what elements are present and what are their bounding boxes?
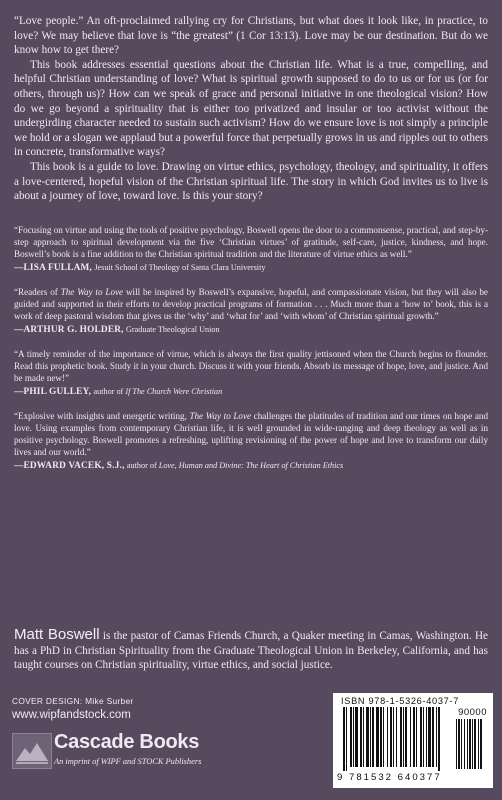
barcode-bar xyxy=(343,707,345,771)
quote-text: will be inspired by Boswell’s expansive, hopeful, and compassionate vision, but they will also be guided and supported in their efforts to develop practical programs of formation . . . Much more than a ‘how to’ book, this is a work of deep pastoral wisdom that gives us the ‘why’ and ‘what for’ and ‘with whom’ of Christian spiritual growth.” xyxy=(14,286,488,321)
barcode-bar xyxy=(355,707,358,767)
barcode-addon-bar xyxy=(474,719,476,769)
endorsement-quote xyxy=(14,286,488,322)
endorser-name: —PHIL GULLEY, xyxy=(14,386,92,397)
barcode-bar xyxy=(360,707,362,767)
endorser-name: —EDWARD VACEK, S.J., xyxy=(14,460,125,471)
barcode-bar xyxy=(353,707,354,767)
publisher-imprint: An imprint of WIPF and STOCK Publishers xyxy=(54,757,202,766)
barcode-bar xyxy=(350,707,352,767)
barcode-bar xyxy=(346,707,347,771)
barcode-bar xyxy=(426,707,427,767)
back-cover xyxy=(14,14,488,484)
endorsement-attribution xyxy=(14,263,488,273)
quote-text: “Readers of xyxy=(14,286,61,297)
endorsement-fullam xyxy=(14,224,488,273)
barcode-addon-bar xyxy=(456,719,457,769)
barcode-bar xyxy=(410,707,411,767)
book-title-italic: The Way to Love xyxy=(60,286,124,297)
endorsement-gulley xyxy=(14,348,488,397)
endorsements xyxy=(14,224,488,471)
endorser-affiliation xyxy=(94,387,223,396)
endorser-affiliation: Jesuit School of Theology of Santa Clara University xyxy=(94,262,266,272)
isbn-barcode xyxy=(333,693,493,788)
barcode-bar xyxy=(428,707,431,767)
endorsement-attribution xyxy=(14,461,488,471)
endorsement-quote: “A timely reminder of the importance of virtue, which is always the first quality jettisoned when the Church begins to flounder. Read this prophetic book. Study it in your church. Discuss it with your friends. Absorb its message of hope, love, and justice. And be made new!” xyxy=(14,348,488,383)
mountain-logo-icon xyxy=(12,733,52,769)
author-name: Matt Boswell xyxy=(14,626,100,643)
barcode-addon-bar xyxy=(467,719,468,769)
author-bio-text: is the pastor of Camas Friends Church, a Quaker meeting in Camas, Washington. He has a PhD in Christian Spirituality from the Graduate Theological Union in Berkeley, California, and has taught courses on Christian spirituality, virtue ethics, and social justice. xyxy=(14,630,489,672)
barcode-addon-bar xyxy=(464,719,465,769)
barcode-bar xyxy=(420,707,422,767)
book-title-italic: If The Church Were Christian xyxy=(125,386,223,396)
cover-design-credit: COVER DESIGN: Mike Surber xyxy=(12,696,134,706)
endorser-affiliation xyxy=(127,461,343,470)
barcode-addon-bar xyxy=(480,719,482,769)
quote-text: “Explosive with insights and energetic writing, xyxy=(14,410,190,421)
barcode-addon-bar xyxy=(461,719,462,769)
barcode-bar xyxy=(436,707,437,767)
quote-text: challenges the platitudes of tradition and our times on hope and love. Using examples from contemporary Christian life, it is well grounded in wide-ranging and deep theology as well as in positive psychology. Boswell promotes a refreshing, uplifting revisioning of the power of hope and love to transform our daily lives and our world.” xyxy=(14,410,488,457)
isbn-number: ISBN 978-1-5326-4037-7 xyxy=(341,696,460,706)
description-paragraph-1: “Love people.” An oft-proclaimed rallying cry for Christians, but what does it look like, in practice, to love? We may believe that love is “the greatest” (1 Cor 13:13). Love may be our destination. But do we know how to get there? xyxy=(14,15,488,57)
endorser-name: —LISA FULLAM, xyxy=(14,262,93,273)
barcode-bar xyxy=(432,707,434,767)
endorser-name: —ARTHUR G. HOLDER, xyxy=(14,324,124,335)
barcode-bar xyxy=(438,707,440,771)
barcode-bar xyxy=(380,707,382,767)
barcode-addon-bar xyxy=(469,719,471,769)
barcode-bar xyxy=(400,707,402,767)
endorsement-attribution xyxy=(14,325,488,335)
barcode-bar xyxy=(423,707,424,767)
barcode-addon-bar xyxy=(478,719,479,769)
endorser-affiliation: Graduate Theological Union xyxy=(126,324,220,334)
barcode-bar xyxy=(387,707,388,767)
price-code: 90000 xyxy=(458,707,487,718)
endorsement-attribution xyxy=(14,387,488,397)
barcode-bar xyxy=(390,707,392,767)
barcode-bar xyxy=(416,707,417,767)
barcode-bar xyxy=(383,707,384,767)
affiliation-text: author of xyxy=(126,460,159,470)
ean-digits: 9 781532 640377 xyxy=(337,772,442,783)
affiliation-text: author of xyxy=(93,386,126,396)
barcode-bar xyxy=(376,707,379,767)
endorsement-quote xyxy=(14,410,488,458)
description-paragraph-3: This book is a guide to love. Drawing on virtue ethics, psychology, theology, and spirituality, it offers a love-centered, hopeful vision of the Christian spiritual life. The story in which God invites us to live is about a journey of love, toward love. Is this your story? xyxy=(14,160,488,203)
endorsement-quote: “Focusing on virtue and using the tools of positive psychology, Boswell opens the door to a commonsense, practical, and step-by-step approach to spiritual development via the five ‘Christian virtues’ of gratitude, self-care, justice, kindness, and hope. Boswell’s book is a fine addition to the Christian spiritual tradition and the literature of virtue ethics as well.” xyxy=(14,224,488,259)
barcode-bar xyxy=(393,707,394,767)
barcode-bar xyxy=(363,707,364,767)
author-bio xyxy=(14,628,488,673)
barcode-bar xyxy=(413,707,415,767)
book-title-italic: The Way to Love xyxy=(189,410,252,421)
barcode-bar xyxy=(372,707,374,767)
barcode-addon-bar xyxy=(458,719,460,769)
barcode-bar xyxy=(370,707,371,767)
barcode-bar xyxy=(403,707,404,767)
description-paragraph-2: This book addresses essential questions about the Christian life. What is a true, compelling, and helpful Christian understanding of love? What is spiritual growth supposed to do to us or for us (or for others, through us)? How can we speak of grace and personal initiative in one theological vision? How do we go beyond a spirituality that is either too privatized and insular or too activist without the undergirding character needed to sustain such activism? How do we ensure love is not simply a principle we hold or a slogan we applaud but a powerful force that perpetually grows in us and ripples out to others in concrete, transformative ways? xyxy=(14,58,488,159)
book-description xyxy=(14,14,488,204)
publisher-name: Cascade Books xyxy=(54,731,200,753)
publisher-website: www.wipfandstock.com xyxy=(12,709,131,721)
barcode-bar xyxy=(366,707,369,767)
endorsement-holder xyxy=(14,286,488,335)
publisher-logo xyxy=(12,731,232,779)
barcode-bar xyxy=(405,707,407,767)
barcode-bar xyxy=(396,707,397,767)
barcode-addon-bar xyxy=(472,719,473,769)
endorsement-vacek xyxy=(14,410,488,471)
book-title-italic: Love, Human and Divine: The Heart of Christian Ethics xyxy=(158,460,344,470)
